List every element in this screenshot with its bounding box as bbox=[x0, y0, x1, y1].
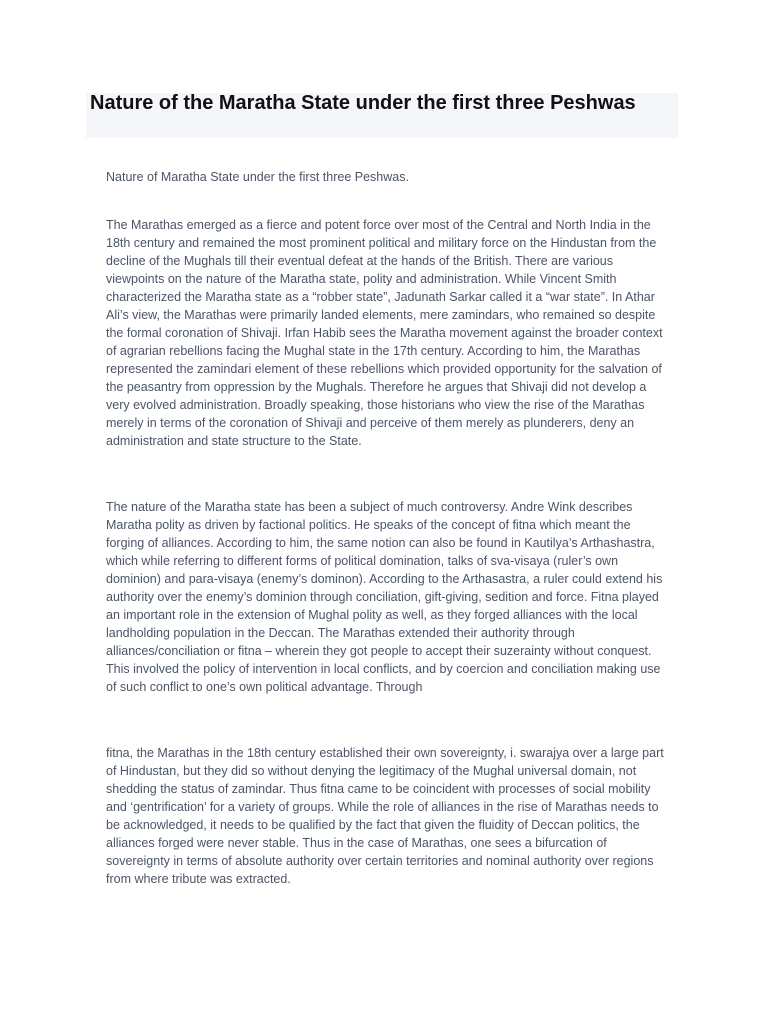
page-title: Nature of the Maratha State under the first three Peshwas bbox=[90, 92, 636, 114]
paragraph-intro: Nature of Maratha State under the first three Peshwas. bbox=[106, 170, 409, 184]
paragraph-sovereignty: fitna, the Marathas in the 18th century established their own sovereignty, i. swarajya over a large part of Hindustan, but they did so without denying the legitimacy of the Mughal universal domain, not shedding the status of zamindar. Thus fitna came to be coincident with processes of social mobility and ‘gentrification’ for a variety of groups. While the role of alliances in the rise of Marathas needs to be acknowledged, it needs to be qualified by the fact that given the fluidity of Deccan politics, the alliances forged were never stable. Thus in the case of Marathas, one sees a bifurcation of sovereignty in terms of absolute authority over certain territories and nominal authority over regions from where tribute was extracted. bbox=[106, 746, 664, 886]
paragraph-viewpoints: The Marathas emerged as a fierce and potent force over most of the Central and North India in the 18th century and remained the most prominent political and military force on the Hindustan from the decline of the Mughals till their eventual defeat at the hands of the British. There are various viewpoints on the nature of the Maratha state, polity and administration. While Vincent Smith characterized the Maratha state as a “robber state”, Jadunath Sarkar called it a “war state”. In Athar Ali’s view, the Marathas were primarily landed elements, mere zamindars, who remained so despite the formal coronation of Shivaji. Irfan Habib sees the Maratha movement against the broader context of agrarian rebellions facing the Mughal state in the 17th century. According to him, the Marathas represented the zamindari element of these rebellions which provided opportunity for the salvation of the peasantry from oppression by the Mughals. Therefore he argues that Shivaji did not develop a very evolved administration. Broadly speaking, those historians who view the rise of the Marathas merely in terms of the coronation of Shivaji and perceive of them merely as plunderers, deny an administration and state structure to the State. bbox=[106, 218, 663, 448]
paragraph-fitna: The nature of the Maratha state has been a subject of much controversy. Andre Wink describes Maratha polity as driven by factional politics. He speaks of the concept of fitna which meant the forging of alliances. According to him, the same notion can also be found in Kautilya’s Arthashastra, which while referring to different forms of political domination, talks of sva-visaya (ruler’s own dominion) and para-visaya (enemy’s dominon). According to the Arthasastra, a ruler could extend his authority over the enemy’s dominion through conciliation, gift-giving, sedition and force. Fitna played an important role in the extension of Mughal polity as well, as they forged alliances with the local landholding population in the Deccan. The Marathas extended their authority through alliances/conciliation or fitna – wherein they got people to accept their suzerainty without conquest. This involved the policy of intervention in local conflicts, and by coercion and conciliation making use of such conflict to one’s own political advantage. Through bbox=[106, 500, 663, 694]
